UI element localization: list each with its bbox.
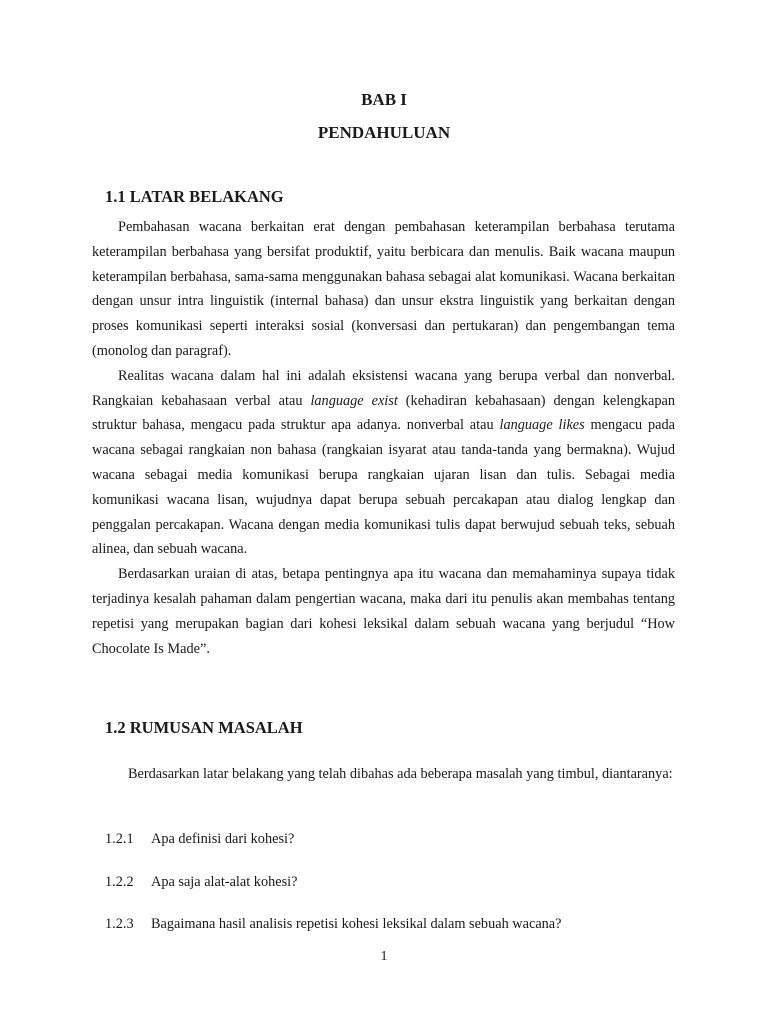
term-language-exist: language exist	[310, 392, 398, 409]
list-item-text: Apa definisi dari kohesi?	[151, 831, 295, 847]
list-item	[105, 916, 562, 933]
paragraph-2-part-c: mengacu pada wacana sebagai rangkaian non bahasa (rangkaian isyarat atau tanda-tanda yang bermakna). Wujud wacana sebagai media komunikasi berupa rangkaian ujaran lisan dan tulis. Sebagai media komunikasi wacana lisan, wujudnya dapat berupa sebuah percakapan atau dialog lengkap dan penggalan percakapan. Wacana dengan media komunikasi tulis dapat berwujud sebuah teks, sebuah alinea, dan sebuah wacana.	[92, 417, 675, 558]
list-item-number: 1.2.1	[105, 831, 134, 847]
section-heading-rumusan-masalah: 1.2 RUMUSAN MASALAH	[105, 718, 303, 737]
term-language-likes: language likes	[499, 417, 585, 434]
list-item-number: 1.2.3	[105, 916, 134, 932]
list-item	[105, 831, 294, 848]
list-item-number: 1.2.2	[105, 874, 134, 890]
section-heading-latar-belakang: 1.1 LATAR BELAKANG	[105, 187, 284, 206]
section-body-rumusan-masalah	[92, 762, 675, 787]
list-item-text: Apa saja alat-alat kohesi?	[151, 874, 298, 890]
rumusan-intro: Berdasarkan latar belakang yang telah dibahas ada beberapa masalah yang timbul, diantaranya:	[128, 766, 673, 782]
paragraph-2-part-a: Realitas wacana dalam hal ini adalah eksistensi wacana yang berupa verbal dan nonverbal. Rangkaian kebahasaan verbal atau	[92, 367, 675, 409]
list-item	[105, 874, 297, 891]
chapter-title: PENDAHULUAN	[317, 123, 451, 142]
list-item-text: Bagaimana hasil analisis repetisi kohesi leksikal dalam sebuah wacana?	[151, 916, 562, 932]
paragraph-3: Berdasarkan uraian di atas, betapa pentingnya apa itu wacana dan memahaminya supaya tidak terjadinya kesalah pahaman dalam pengertian wacana, maka dari itu penulis akan membahas tentang repetisi yang merupakan bagian dari kohesi leksikal dalam sebuah wacana yang berjudul “How Chocolate Is Made”.	[92, 566, 675, 657]
page-number: 1	[380, 949, 388, 964]
paragraph-2	[92, 364, 675, 562]
section-body-latar-belakang	[92, 215, 675, 661]
paragraph-2-part-b: (kehadiran kebahasaan) dengan kelengkapan struktur bahasa, mengacu pada struktur apa adanya. nonverbal atau	[92, 392, 676, 434]
chapter-number: BAB I	[361, 90, 407, 109]
paragraph-1: Pembahasan wacana berkaitan erat dengan pembahasan keterampilan berbahasa terutama keterampilan berbahasa yang bersifat produktif, yaitu berbicara dan menulis. Baik wacana maupun keterampilan berbahasa, sama-sama menggunakan bahasa sebagai alat komunikasi. Wacana berkaitan dengan unsur intra linguistik (internal bahasa) dan unsur ekstra linguistik yang berkaitan dengan proses komunikasi seperti interaksi sosial (konversasi dan pertukaran) dan pengembangan tema (monolog dan paragraf).	[92, 219, 675, 359]
